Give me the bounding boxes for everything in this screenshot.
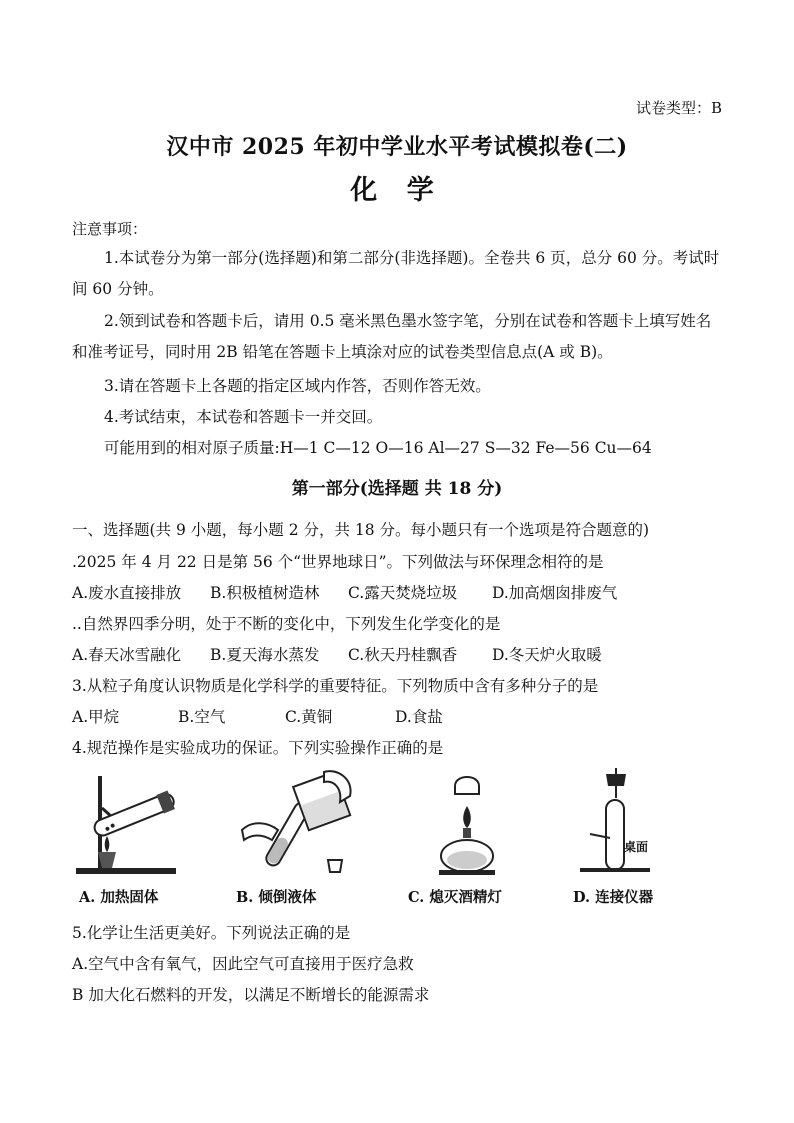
pouring-liquid-icon <box>232 768 362 878</box>
notice-item-3: 3.请在答题卡上各题的指定区域内作答，否则作答无效。 <box>104 377 491 395</box>
option-d: D.冬天炉火取暖 <box>492 646 602 664</box>
desktop-label: 桌面 <box>624 840 649 854</box>
atomic-mass-line: 可能用到的相对原子质量:H—1 C—12 O—16 Al—27 S—32 Fe—56 Cu—64 <box>104 439 652 457</box>
question-3-options <box>72 705 443 727</box>
figure-a-caption: A. 加热固体 <box>79 889 159 906</box>
option-c: C.秋天丹桂飘香 <box>348 646 458 664</box>
option-d: D.加高烟囱排废气 <box>492 584 618 602</box>
heating-solid-apparatus-icon <box>74 768 184 878</box>
question-5-option-a: A.空气中含有氧气，因此空气可直接用于医疗急救 <box>72 955 414 973</box>
option-b: B.夏天海水蒸发 <box>210 646 320 664</box>
section-intro: 一、选择题(共 9 小题，每小题 2 分，共 18 分。每小题只有一个选项是符合题意的) <box>72 521 650 539</box>
alcohol-lamp-icon <box>433 768 503 880</box>
figure-d-caption: D. 连接仪器 <box>573 889 654 906</box>
figure-c-caption: C. 熄灭酒精灯 <box>408 889 502 906</box>
question-3-stem: 3.从粒子角度认识物质是化学科学的重要特征。下列物质中含有多种分子的是 <box>72 677 599 695</box>
notice-heading: 注意事项： <box>72 220 148 238</box>
option-a: A.废水直接排放 <box>72 584 182 602</box>
option-d: D.食盐 <box>395 708 443 726</box>
option-b: B.积极植树造林 <box>210 584 320 602</box>
option-a: A.春天冰雪融化 <box>72 646 182 664</box>
figure-b-caption: B. 倾倒液体 <box>236 889 317 906</box>
connecting-apparatus-icon <box>580 768 660 878</box>
question-5-stem: 5.化学让生活更美好。下列说法正确的是 <box>72 924 351 942</box>
question-4-stem: 4.规范操作是实验成功的保证。下列实验操作正确的是 <box>72 739 444 757</box>
option-a: A.甲烷 <box>72 708 120 726</box>
question-5-option-b: B 加大化石燃料的开发，以满足不断增长的能源需求 <box>72 986 430 1004</box>
exam-title: 汉中市 2025 年初中学业水平考试模拟卷(二) <box>166 134 628 160</box>
question-2-stem: ..自然界四季分明，处于不断的变化中，下列发生化学变化的是 <box>72 615 501 633</box>
paper-type: 试卷类型：B <box>635 99 722 117</box>
notice-item-1: 1.本试卷分为第一部分(选择题)和第二部分(非选择题)。全卷共 6 页，总分 60 分。考试时间 60 分钟。 <box>72 249 720 298</box>
option-c: C.露天焚烧垃圾 <box>348 584 458 602</box>
notice-item-2: 2.领到试卷和答题卡后，请用 0.5 毫米黑色墨水签字笔，分别在试卷和答题卡上填写姓名和准考证号，同时用 2B 铅笔在答题卡上填涂对应的试卷类型信息点(A 或 B)。 <box>72 312 712 361</box>
question-1-stem: .2025 年 4 月 22 日是第 56 个“世界地球日”。下列做法与环保理念相符的是 <box>72 553 604 571</box>
question-2-options <box>72 643 602 665</box>
question-1-options <box>72 581 617 603</box>
notice-item-4: 4.考试结束，本试卷和答题卡一并交回。 <box>104 408 383 426</box>
option-b: B.空气 <box>178 708 226 726</box>
section-heading: 第一部分(选择题 共 18 分) <box>291 479 503 499</box>
option-c: C.黄铜 <box>285 708 333 726</box>
subject-title: 化 学 <box>350 175 444 206</box>
